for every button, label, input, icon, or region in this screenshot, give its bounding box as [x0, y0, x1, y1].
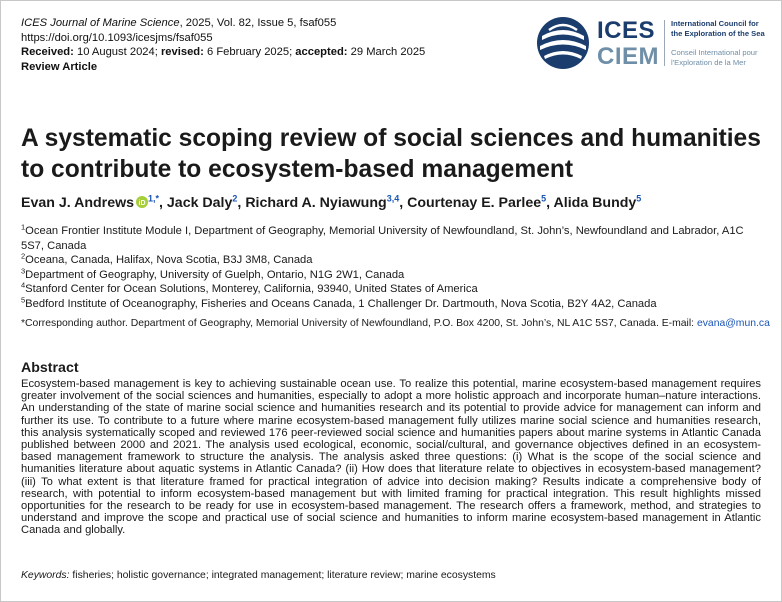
- author-affiliation-sup[interactable]: 5: [636, 193, 642, 204]
- citation-details: , 2025, Vol. 82, Issue 5, fsaf055: [179, 17, 337, 29]
- author-name[interactable]: Jack Daly: [166, 195, 233, 211]
- author-name[interactable]: Richard A. Nyiawung: [245, 195, 387, 211]
- author-name[interactable]: Alida Bundy: [553, 195, 637, 211]
- affiliation-item: $^4$Stanford Center for Ocean Solutions, Monterey, California, 93940, United States of America: [21, 280, 478, 296]
- dates-line: [21, 45, 425, 60]
- accepted-label: accepted:: [295, 46, 348, 59]
- citation-line: [21, 16, 425, 31]
- affiliation-item: $^2$Oceana, Canada, Halifax, Nova Scotia, B3J 3M8, Canada: [21, 251, 313, 267]
- author-list: Evan J. Andrews iD $^{1,*}$, Jack Daly$^2$, Richard A. Nyiawung$^{3,4}$, Courtenay E. Parlee$^5$, Alida Bundy$^5$: [21, 193, 642, 211]
- affiliation-list: [21, 224, 761, 312]
- author-name[interactable]: Courtenay E. Parlee: [407, 195, 542, 211]
- received-date: 10 August 2024;: [76, 46, 158, 59]
- affiliation-item: $^1$Ocean Frontier Institute Module I, Department of Geography, Memorial University of Newfoundland, St. John’s, Newfoundland and Labrador, A1C 5S7, Canada: [21, 222, 744, 252]
- abstract-text: Ecosystem-based management is key to achieving sustainable ocean use. To realize this potential, marine ecosystem-based management requires greater involvement of the social sciences and humanities, especially to adopt a more holistic approach and incorporate human–nature interactions. An understanding of the state of marine social science and humanities research and its potential to provide advice for management can inform and further its use. To contribute to a future where marine ecosystem-based management fully utilizes marine social science and humanities research, this analysis systematically scoped and reviewed 176 peer-reviewed social science and humanities papers about marine systems in Atlantic Canada published between 2000 and 2021. The analysis used ecological, economic, social/cultural, and governance objectives defined in an ecosystem-based management framework to structure the analysis. The analysis asked three questions: (i) What is the scope of the social science and humanities literature about aquatic systems in Atlantic Canada? (ii) How does that literature relate to objectives in ecosystem-based management? (iii) To what extent is that literature framed for practical integration of advice into decision making? Results indicate a comprehensive body of research, with potential to inform ecosystem-based management but with limited framing for practical integration. This result highlights missed opportunities for the research to be ready for use in ecosystem-based management. The research offers a framework, method, and strategies to understand and improve the scope and practical use of social science and humanities to inform marine ecosystem-based management in Atlantic Canada and globally.: [21, 378, 761, 537]
- logo-ciem-text: CIEM: [597, 43, 659, 70]
- abstract-heading: Abstract: [21, 360, 79, 376]
- logo-french-name: Conseil International pour l'Exploration de la Mer: [671, 48, 758, 67]
- article-type: Review Article: [21, 60, 98, 73]
- orcid-icon[interactable]: [136, 196, 148, 208]
- svg-text:iD: iD: [138, 200, 146, 207]
- revised-label: revised:: [160, 46, 204, 59]
- journal-name: ICES Journal of Marine Science: [21, 17, 180, 29]
- accepted-date: 29 March 2025: [350, 46, 426, 59]
- revised-date: 6 February 2025;: [206, 46, 293, 59]
- author-affiliation-sup[interactable]: 2: [232, 193, 238, 204]
- article-title: A systematic scoping review of social sciences and humanities to contribute to ecosystem-based management: [21, 125, 761, 183]
- doi-link[interactable]: https://doi.org/10.1093/icesjms/fsaf055: [21, 31, 213, 44]
- ices-ciem-logo: [536, 14, 776, 72]
- logo-ices-text: ICES: [597, 17, 656, 44]
- affiliation-item: $^3$Department of Geography, University of Guelph, Ontario, N1G 2W1, Canada: [21, 266, 405, 281]
- author-name[interactable]: Evan J. Andrews: [21, 195, 135, 211]
- logo-english-name: International Council for the Exploration of the Sea: [671, 19, 765, 38]
- article-meta: [21, 16, 425, 74]
- keywords-list: fisheries; holistic governance; integrated management; literature review; marine ecosystems: [69, 570, 496, 581]
- received-label: Received:: [21, 46, 74, 59]
- author-affiliation-sup[interactable]: 5: [541, 193, 547, 204]
- affiliation-item: $^5$Bedford Institute of Oceanography, Fisheries and Oceans Canada, 1 Challenger Dr. Dartmouth, Nova Scotia, B2Y 4A2, Canada: [21, 295, 657, 310]
- ices-globe-icon: [536, 16, 590, 70]
- logo-divider: [664, 20, 665, 66]
- corresponding-author: *Corresponding author. Department of Geography, Memorial University of Newfoundland, P.O. Box 4200, St. John’s, NL A1C 5S7, Canada. E-mail: evana@mun.ca: [21, 318, 770, 329]
- author-affiliation-sup[interactable]: 3,4: [386, 193, 400, 204]
- keywords: [21, 570, 496, 581]
- keywords-label: Keywords:: [21, 570, 70, 581]
- email-link[interactable]: evana@mun.ca: [696, 318, 770, 329]
- author-affiliation-sup[interactable]: 1,*: [148, 193, 160, 204]
